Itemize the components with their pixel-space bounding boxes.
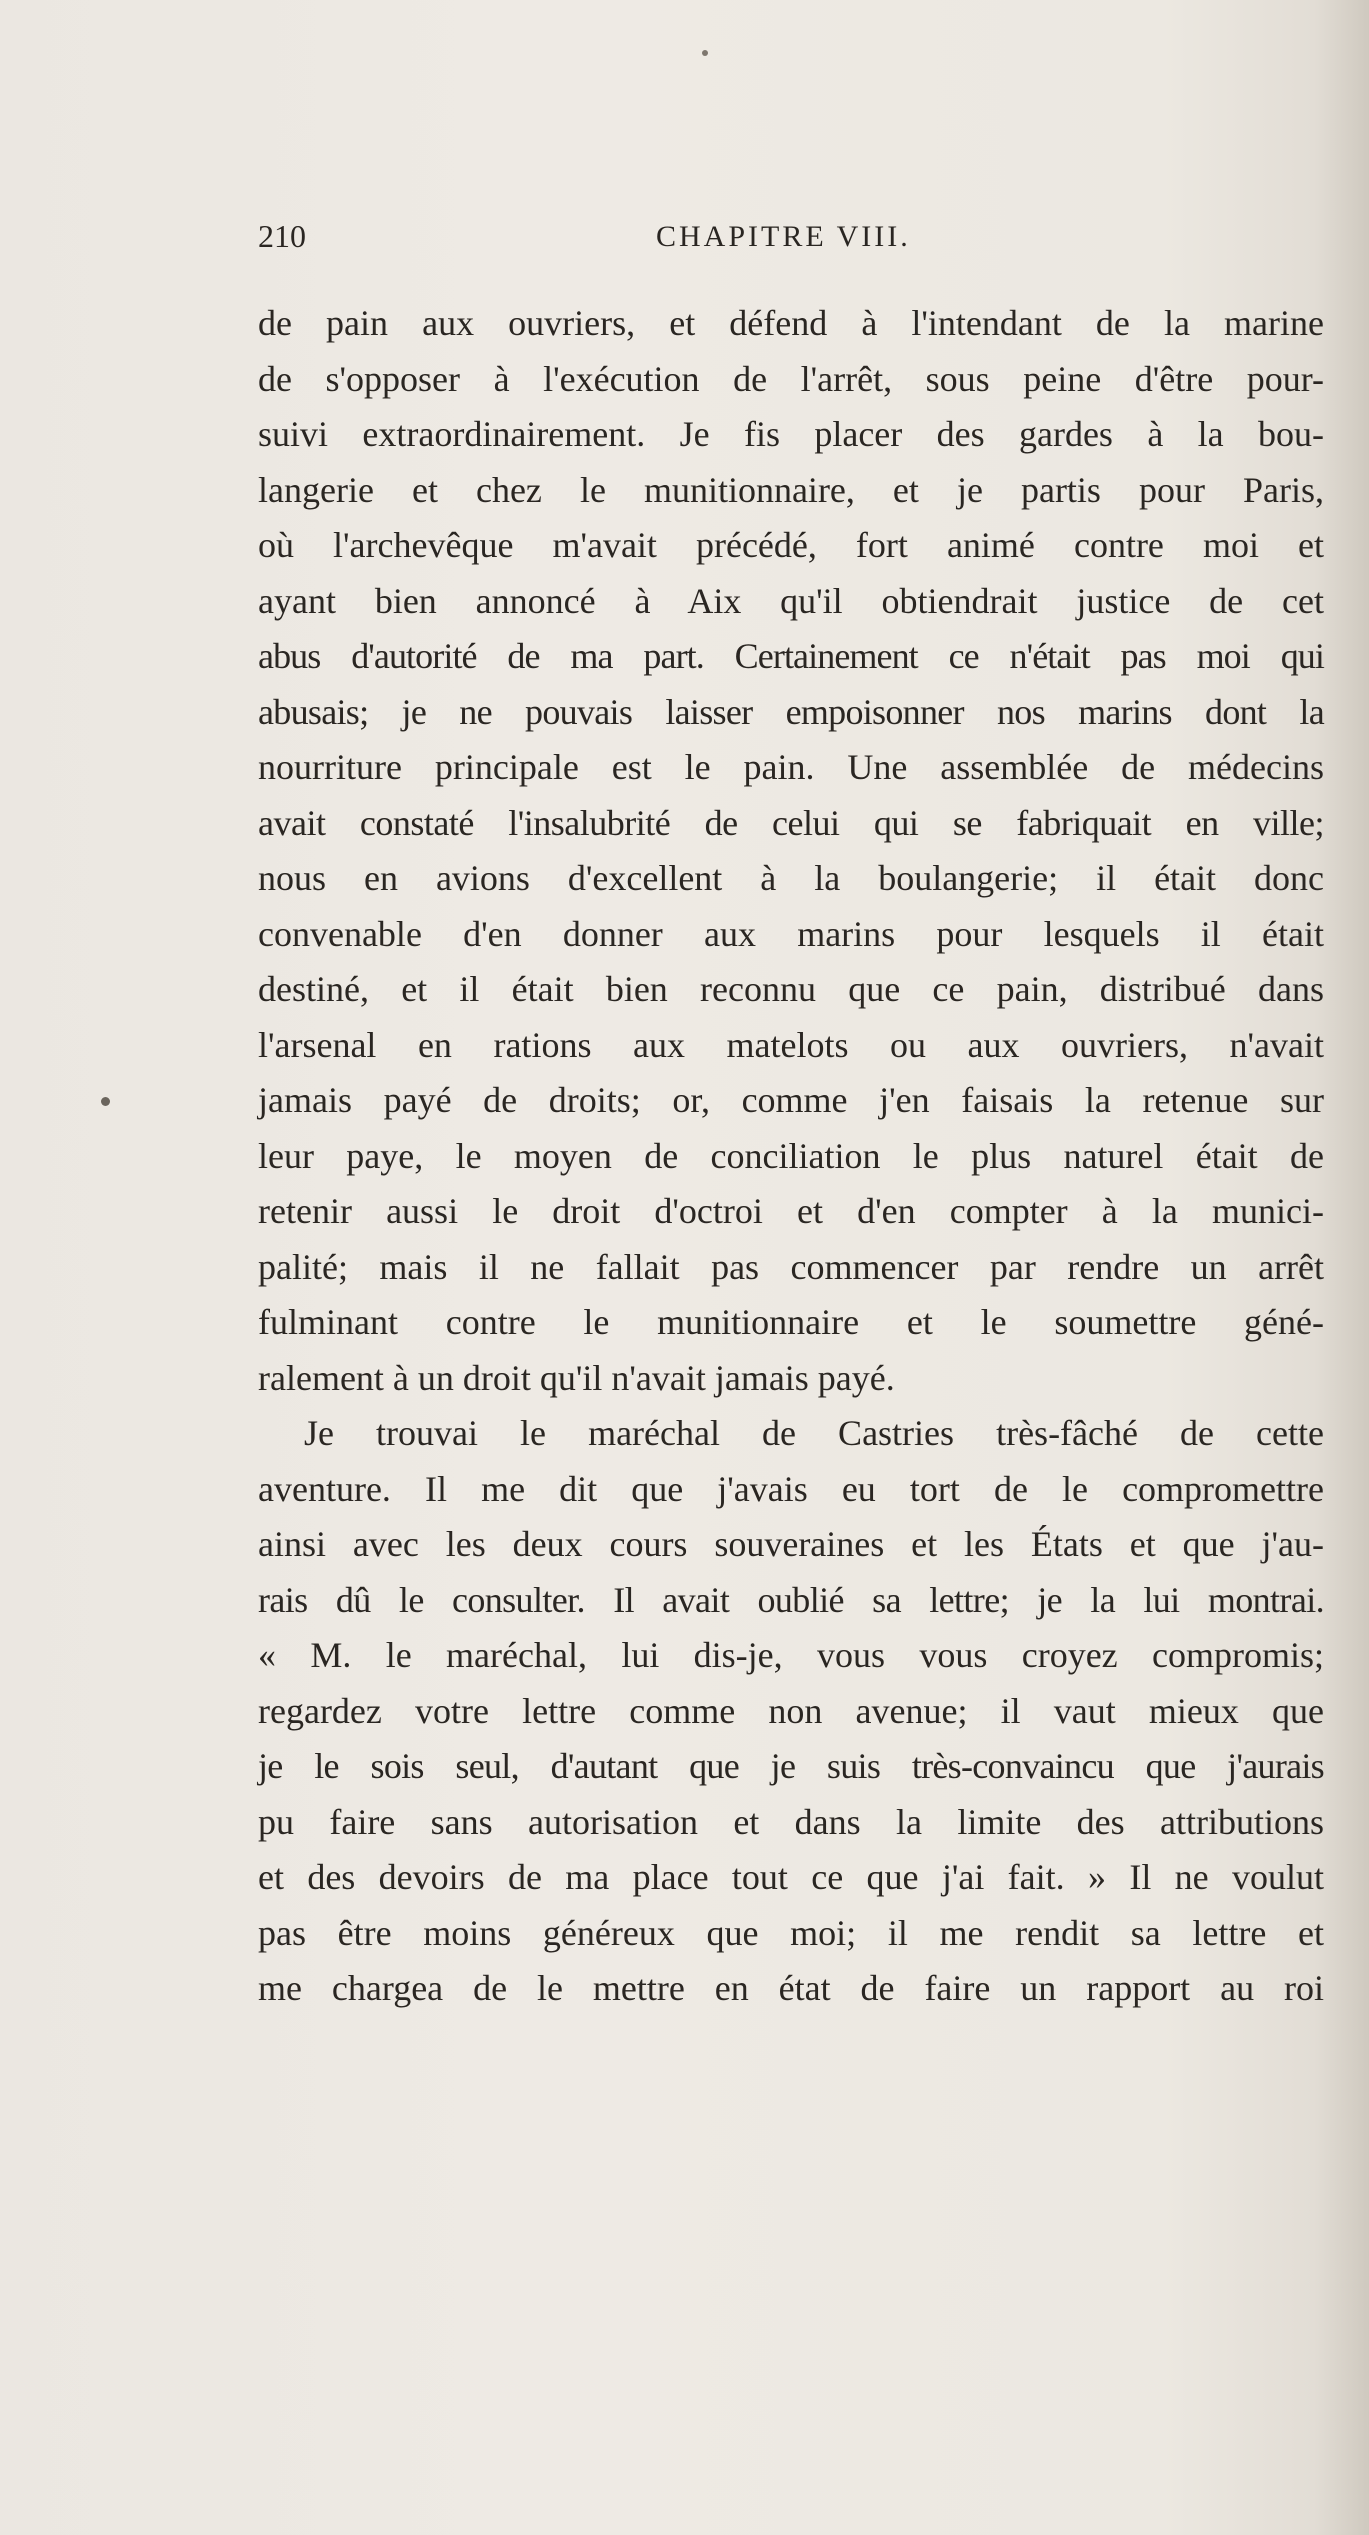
page-number: 210: [258, 218, 306, 254]
body-text: [258, 296, 1324, 2017]
text-line: Je trouvai le maréchal de Castries très-fâché de cette: [304, 1413, 1324, 1453]
paragraph-2: [258, 1406, 1324, 2017]
text-line: ralement à un droit qu'il n'avait jamais payé.: [258, 1357, 895, 1398]
text-line: je le sois seul, d'autant que je suis très-convaincu que j'aurais: [258, 1746, 1324, 1786]
text-line: rais dû le consulter. Il avait oublié sa lettre; je la lui montrai.: [258, 1579, 1324, 1620]
paper-speck: [101, 1097, 110, 1106]
text-line: jamais payé de droits; or, comme j'en faisais la retenue sur: [258, 1080, 1324, 1120]
text-line: l'arsenal en rations aux matelots ou aux ouvriers, n'avait: [258, 1024, 1324, 1065]
text-line: destiné, et il était bien reconnu que ce pain, distribué dans: [258, 969, 1324, 1009]
text-line: fulminant contre le munitionnaire et le soumettre géné-: [258, 1302, 1324, 1342]
text-line: retenir aussi le droit d'octroi et d'en compter à la munici-: [258, 1191, 1324, 1231]
text-line: aventure. Il me dit que j'avais eu tort de le compromettre: [258, 1468, 1324, 1509]
text-line: suivi extraordinairement. Je fis placer des gardes à la bou-: [258, 414, 1324, 454]
text-line: leur paye, le moyen de conciliation le plus naturel était de: [258, 1135, 1324, 1176]
text-line: ayant bien annoncé à Aix qu'il obtiendrait justice de cet: [258, 580, 1324, 621]
text-line: pu faire sans autorisation et dans la limite des attributions: [258, 1801, 1324, 1842]
text-line: de s'opposer à l'exécution de l'arrêt, sous peine d'être pour-: [258, 358, 1324, 399]
text-line: convenable d'en donner aux marins pour lesquels il était: [258, 913, 1324, 954]
text-line: ainsi avec les deux cours souveraines et les États et que j'au-: [258, 1524, 1324, 1564]
page-header: [258, 218, 1318, 258]
text-line: nous en avions d'excellent à la boulangerie; il était donc: [258, 858, 1324, 898]
text-line: de pain aux ouvriers, et défend à l'intendant de la marine: [258, 303, 1324, 343]
text-line: pas être moins généreux que moi; il me rendit sa lettre et: [258, 1912, 1324, 1953]
text-line: nourriture principale est le pain. Une assemblée de médecins: [258, 747, 1324, 787]
text-line: avait constaté l'insalubrité de celui qui se fabriquait en ville;: [258, 802, 1324, 843]
text-line: abus d'autorité de ma part. Certainement ce n'était pas moi qui: [258, 636, 1324, 676]
text-line: palité; mais il ne fallait pas commencer par rendre un arrêt: [258, 1246, 1324, 1287]
text-line: où l'archevêque m'avait précédé, fort animé contre moi et: [258, 525, 1324, 565]
text-line: abusais; je ne pouvais laisser empoisonner nos marins dont la: [258, 691, 1324, 732]
text-line: langerie et chez le munitionnaire, et je partis pour Paris,: [258, 469, 1324, 510]
running-head: CHAPITRE VIII.: [656, 220, 911, 253]
paragraph-1: [258, 296, 1324, 1406]
text-line: « M. le maréchal, lui dis-je, vous vous croyez compromis;: [258, 1635, 1324, 1675]
paper-speck: [702, 50, 708, 56]
text-line: me chargea de le mettre en état de faire un rapport au roi: [258, 1968, 1324, 2008]
text-line: et des devoirs de ma place tout ce que j'ai fait. » Il ne voulut: [258, 1857, 1324, 1897]
text-line: regardez votre lettre comme non avenue; il vaut mieux que: [258, 1690, 1324, 1731]
